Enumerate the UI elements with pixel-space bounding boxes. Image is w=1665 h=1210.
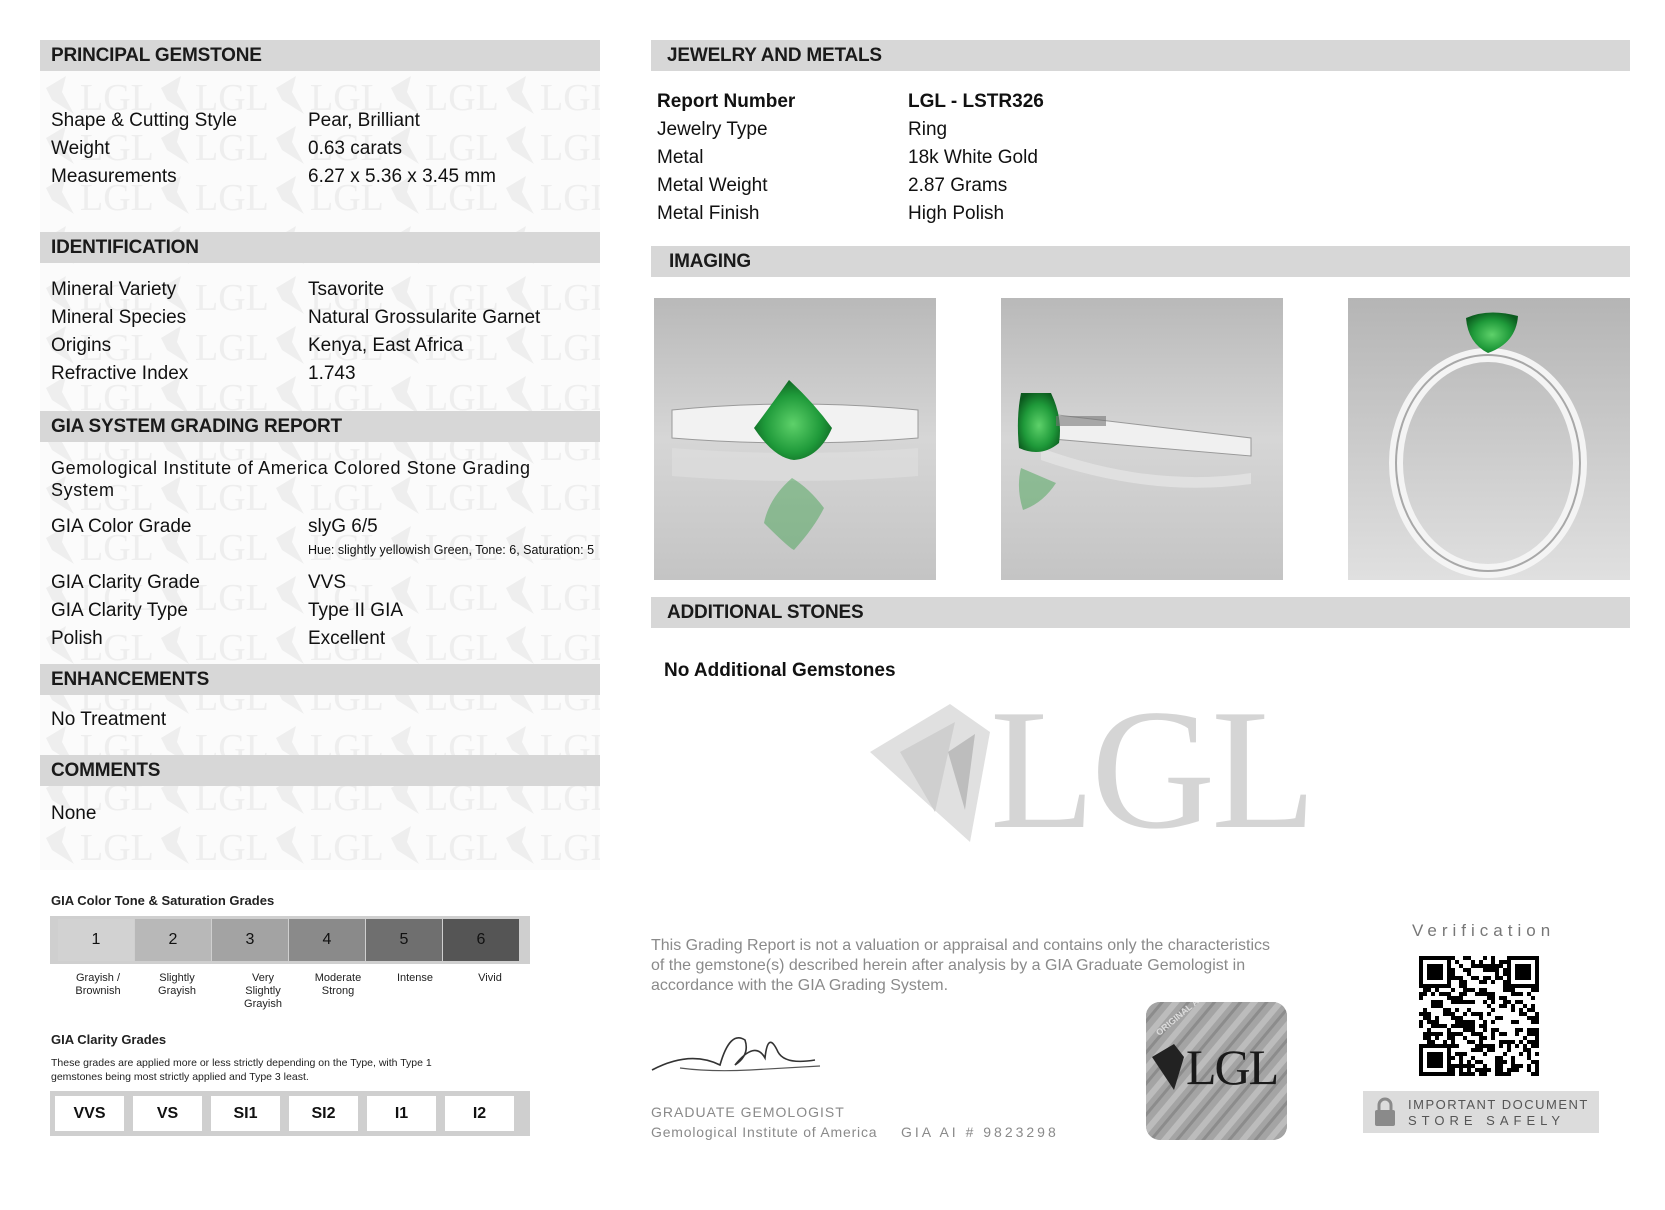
disclaimer-line2: of the gemstone(s) described herein after analysis by a GIA Graduate Gemologist in bbox=[651, 957, 1246, 974]
lock-icon bbox=[1373, 1097, 1397, 1127]
tone-grade-label-line: Very bbox=[251, 972, 274, 984]
clarity-grade-box: I2 bbox=[443, 1094, 516, 1133]
identification-header: IDENTIFICATION bbox=[40, 232, 600, 263]
gia-number: GIA AI # 9823298 bbox=[901, 1124, 1059, 1140]
grading-system-line1: Gemological Institute of America Colored Stone Grading bbox=[51, 458, 531, 478]
metal-finish-value: High Polish bbox=[908, 203, 1005, 224]
hologram-logo-text: LGL bbox=[1186, 1039, 1278, 1095]
ring-photo-angle bbox=[1348, 298, 1630, 580]
mineral-species-label: Mineral Species bbox=[51, 307, 187, 328]
refractive-index-label: Refractive Index bbox=[51, 363, 189, 384]
clarity-note-line1: These grades are applied more or less strictly depending on the Type, with Type 1 bbox=[51, 1057, 432, 1069]
measurements-value: 6.27 x 5.36 x 3.45 mm bbox=[308, 166, 496, 187]
clarity-type-value: Type II GIA bbox=[308, 600, 404, 621]
important-document-notice bbox=[1363, 1091, 1599, 1133]
metal-weight-value: 2.87 Grams bbox=[908, 175, 1008, 196]
weight-value: 0.63 carats bbox=[308, 138, 402, 159]
measurements-label: Measurements bbox=[51, 166, 177, 187]
clarity-note-line2: gemstones being most strictly applied and Type 3 least. bbox=[51, 1071, 309, 1083]
tone-grade-label-line: Brownish bbox=[75, 985, 121, 997]
clarity-grade-box: I1 bbox=[365, 1094, 438, 1133]
verification-qr-code[interactable] bbox=[1415, 952, 1543, 1080]
tone-grade-label bbox=[375, 972, 455, 985]
ring-photo-side bbox=[1001, 298, 1283, 580]
additional-stones-header: ADDITIONAL STONES bbox=[651, 597, 1630, 628]
notice-line2: STORE SAFELY bbox=[1408, 1113, 1566, 1128]
clarity-grade-box: SI2 bbox=[287, 1094, 360, 1133]
comments-header: COMMENTS bbox=[40, 755, 600, 786]
color-grade-label: GIA Color Grade bbox=[51, 516, 192, 537]
additional-stones-value: No Additional Gemstones bbox=[664, 660, 896, 681]
enhancements-value: No Treatment bbox=[51, 709, 167, 730]
lgl-logo-text: LGL bbox=[990, 675, 1313, 865]
metal-label: Metal bbox=[657, 147, 704, 168]
imaging-header: IMAGING bbox=[651, 246, 1630, 277]
tone-grade-label-line: Slightly bbox=[159, 972, 195, 984]
origins-value: Kenya, East Africa bbox=[308, 335, 464, 356]
color-grade-note: Hue: slightly yellowish Green, Tone: 6, Saturation: 5 bbox=[308, 543, 595, 557]
tone-grade-box: 6 bbox=[443, 919, 519, 961]
clarity-scale-title: GIA Clarity Grades bbox=[51, 1032, 167, 1047]
tone-grade-label bbox=[58, 972, 138, 998]
tone-grade-label-line: Intense bbox=[396, 972, 434, 984]
verification-title: Verification bbox=[1412, 921, 1556, 940]
tone-grade-label-line: Grayish bbox=[158, 985, 196, 997]
clarity-grade-box: VVS bbox=[53, 1094, 126, 1133]
lgl-logo-watermark bbox=[860, 675, 1340, 865]
disclaimer-line1: This Grading Report is not a valuation or appraisal and contains only the characteristics bbox=[651, 937, 1270, 954]
tone-grade-label bbox=[223, 972, 303, 1011]
grading-system-line2: System bbox=[51, 480, 115, 500]
clarity-grade-box: VS bbox=[131, 1094, 204, 1133]
graduate-gemologist-label: GRADUATE GEMOLOGIST bbox=[651, 1104, 845, 1120]
tone-grade-label-line: Vivid bbox=[478, 972, 502, 984]
mineral-variety-label: Mineral Variety bbox=[51, 279, 177, 300]
principal-gemstone-header: PRINCIPAL GEMSTONE bbox=[40, 40, 600, 71]
tone-grade-label-line: Grayish bbox=[244, 998, 282, 1010]
tone-scale-title: GIA Color Tone & Saturation Grades bbox=[51, 893, 275, 908]
shape-value: Pear, Brilliant bbox=[308, 110, 420, 131]
color-grade-value: slyG 6/5 bbox=[308, 516, 378, 537]
tone-grade-box: 4 bbox=[289, 919, 365, 961]
notice-line1: IMPORTANT DOCUMENT bbox=[1408, 1097, 1589, 1112]
metal-value: 18k White Gold bbox=[908, 147, 1038, 168]
gemologist-org: Gemological Institute of America bbox=[651, 1124, 878, 1140]
mineral-species-value: Natural Grossularite Garnet bbox=[308, 307, 541, 328]
tone-grade-label-line: Strong bbox=[321, 985, 355, 997]
jewelry-metals-header: JEWELRY AND METALS bbox=[651, 40, 1630, 71]
comments-value: None bbox=[51, 803, 97, 824]
report-number-label: Report Number bbox=[657, 91, 796, 112]
tone-grade-label bbox=[450, 972, 530, 985]
tone-grade-box: 2 bbox=[135, 919, 211, 961]
clarity-grade-box: SI1 bbox=[209, 1094, 282, 1133]
mineral-variety-value: Tsavorite bbox=[308, 279, 385, 300]
refractive-index-value: 1.743 bbox=[308, 363, 356, 384]
tone-grade-label-line: Moderate bbox=[314, 972, 362, 984]
enhancements-header: ENHANCEMENTS bbox=[40, 664, 600, 695]
tone-grade-label-line: Slightly bbox=[245, 985, 281, 997]
tone-grade-box: 1 bbox=[58, 919, 134, 961]
report-number-value: LGL - LSTR326 bbox=[908, 91, 1044, 112]
metal-weight-label: Metal Weight bbox=[657, 175, 768, 196]
jewelry-type-value: Ring bbox=[908, 119, 948, 140]
tone-grade-box: 5 bbox=[366, 919, 442, 961]
disclaimer bbox=[651, 936, 1296, 996]
hologram-seal bbox=[1146, 1002, 1287, 1140]
tone-grade-box: 3 bbox=[212, 919, 288, 961]
gia-grading-header: GIA SYSTEM GRADING REPORT bbox=[40, 411, 600, 442]
jewelry-type-label: Jewelry Type bbox=[657, 119, 768, 140]
polish-label: Polish bbox=[51, 628, 103, 649]
tone-grade-label-line: Grayish / bbox=[75, 972, 120, 984]
clarity-grade-value: VVS bbox=[308, 572, 347, 593]
clarity-grade-label: GIA Clarity Grade bbox=[51, 572, 200, 593]
origins-label: Origins bbox=[51, 335, 112, 356]
weight-label: Weight bbox=[51, 138, 110, 159]
tone-grade-label bbox=[137, 972, 217, 998]
disclaimer-line3: accordance with the GIA Grading System. bbox=[651, 977, 949, 994]
polish-value: Excellent bbox=[308, 628, 386, 649]
tone-grade-label bbox=[298, 972, 378, 998]
signature-icon bbox=[650, 1010, 830, 1090]
metal-finish-label: Metal Finish bbox=[657, 203, 760, 224]
shape-label: Shape & Cutting Style bbox=[51, 110, 237, 131]
ring-photo-front bbox=[654, 298, 936, 580]
clarity-type-label: GIA Clarity Type bbox=[51, 600, 188, 621]
